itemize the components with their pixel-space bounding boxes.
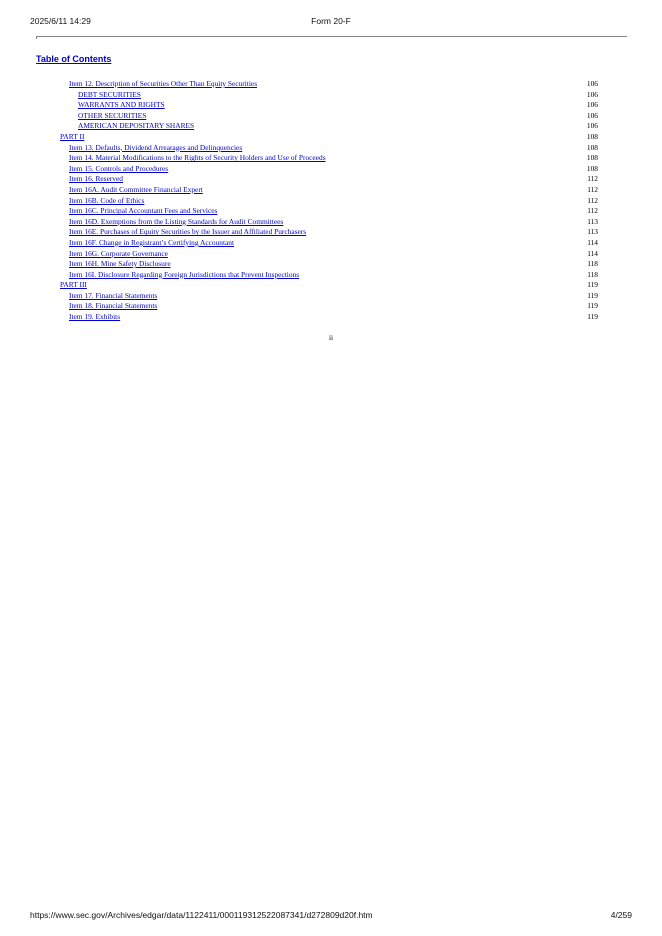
toc-row <box>0 185 662 196</box>
toc-row <box>0 312 662 323</box>
toc-page-number: 112 <box>587 184 598 194</box>
toc-row <box>0 217 662 228</box>
table-of-contents-link[interactable]: Table of Contents <box>36 54 112 64</box>
toc-page-number: 106 <box>586 110 598 120</box>
toc-entry-link[interactable]: OTHER SECURITIES <box>78 110 147 120</box>
toc-entry-link[interactable]: Item 19. Exhibits <box>69 312 121 322</box>
print-page-count: 4/259 <box>610 910 632 920</box>
print-footer <box>0 910 662 922</box>
toc-entry-link[interactable]: Item 15. Controls and Procedures <box>69 163 169 173</box>
toc-page-number: 113 <box>587 227 598 237</box>
toc-page-number: 119 <box>587 301 598 311</box>
toc-page-number: 119 <box>587 312 598 322</box>
toc-row <box>0 153 662 164</box>
toc-entry-link[interactable]: Item 12. Description of Securities Other Than Equity Securities <box>69 79 258 88</box>
toc-entry-link[interactable]: Item 16I. Disclosure Regarding Foreign Jurisdictions that Prevent Inspections <box>69 269 300 279</box>
toc-entry-link[interactable]: PART III <box>60 280 87 290</box>
toc-entry-link[interactable]: Item 16. Reserved <box>69 174 123 184</box>
toc-list <box>0 79 662 323</box>
toc-entry-link[interactable]: Item 13. Defaults, Dividend Arrearages and Delinquencies <box>69 142 243 152</box>
toc-page-number: 112 <box>587 174 598 184</box>
toc-entry-link[interactable]: Item 16D. Exemptions from the Listing Standards for Audit Committees <box>69 216 284 226</box>
toc-row <box>0 280 662 291</box>
toc-entry-link[interactable]: Item 16B. Code of Ethics <box>69 195 145 205</box>
toc-page-number: 119 <box>587 280 598 290</box>
toc-entry-link[interactable]: PART II <box>60 131 85 141</box>
toc-row <box>0 301 662 312</box>
print-header <box>0 16 662 28</box>
toc-entry-link[interactable]: Item 18. Financial Statements <box>69 301 158 311</box>
toc-page-number: 106 <box>586 121 598 131</box>
toc-page-number: 108 <box>586 163 598 173</box>
header-divider <box>36 36 627 39</box>
toc-page-number: 106 <box>586 100 598 110</box>
toc-page-number: 119 <box>587 290 598 300</box>
toc-row <box>0 291 662 302</box>
toc-page-number: 112 <box>587 195 598 205</box>
page-url: https://www.sec.gov/Archives/edgar/data/1122411/000119312522087341/d272809d20f.htm <box>30 910 373 920</box>
toc-row <box>0 238 662 249</box>
toc-entry-link[interactable]: Item 16G. Corporate Governance <box>69 248 168 258</box>
toc-page-number: 108 <box>586 131 598 141</box>
toc-row <box>0 259 662 270</box>
toc-row <box>0 79 662 90</box>
toc-page-number: 106 <box>586 79 598 88</box>
toc-page-number: 108 <box>586 142 598 152</box>
toc-row <box>0 143 662 154</box>
toc-page-number: 114 <box>587 248 598 258</box>
toc-page-number: 114 <box>587 237 598 247</box>
toc-row <box>0 121 662 132</box>
toc-row <box>0 206 662 217</box>
toc-page-number: 118 <box>587 259 598 269</box>
toc-entry-link[interactable]: Item 16A. Audit Committee Financial Expert <box>69 184 203 194</box>
toc-row <box>0 90 662 101</box>
toc-entry-link[interactable]: Item 14. Material Modifications to the Rights of Security Holders and Use of Proceeds <box>69 153 326 163</box>
page-number: ii <box>328 333 334 342</box>
toc-entry-link[interactable]: DEBT SECURITIES <box>78 89 141 99</box>
toc-entry-link[interactable]: Item 16E. Purchases of Equity Securities by the Issuer and Affiliated Purchasers <box>69 227 307 237</box>
toc-entry-link[interactable]: Item 17. Financial Statements <box>69 290 158 300</box>
toc-page-number: 118 <box>587 269 598 279</box>
toc-entry-link[interactable]: AMERICAN DEPOSITARY SHARES <box>78 121 195 131</box>
toc-row <box>0 227 662 238</box>
toc-row <box>0 174 662 185</box>
toc-page-number: 112 <box>587 206 598 216</box>
toc-page-number: 113 <box>587 216 598 226</box>
print-datetime: 2025/6/11 14:29 <box>30 16 91 26</box>
toc-row <box>0 270 662 281</box>
document-title: Form 20-F <box>311 16 351 26</box>
toc-row <box>0 100 662 111</box>
toc-entry-link[interactable]: Item 16H. Mine Safety Disclosure <box>69 259 171 269</box>
toc-entry-link[interactable]: Item 16C. Principal Accountant Fees and Services <box>69 206 218 216</box>
toc-page-number: 106 <box>586 89 598 99</box>
toc-row <box>0 196 662 207</box>
toc-page-number: 108 <box>586 153 598 163</box>
toc-row <box>0 111 662 122</box>
toc-entry-link[interactable]: Item 16F. Change in Registrant’s Certifying Accountant <box>69 237 235 247</box>
toc-entry-link[interactable]: WARRANTS AND RIGHTS <box>78 100 165 110</box>
toc-row <box>0 249 662 260</box>
toc-row <box>0 132 662 143</box>
toc-row <box>0 164 662 175</box>
